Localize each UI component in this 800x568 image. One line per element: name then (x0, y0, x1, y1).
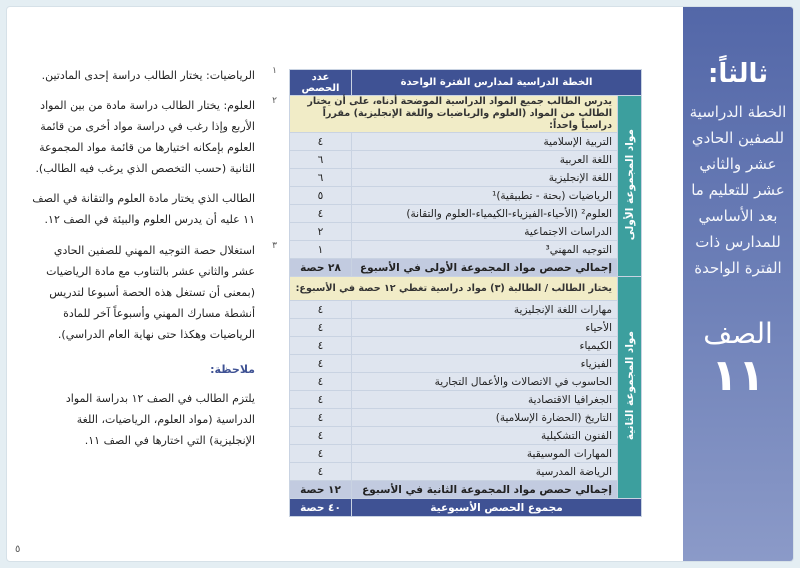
subject-name: الرياضيات (بحتة - تطبيقية)¹ (352, 187, 618, 205)
subject-name: العلوم² (الأحياء-الفيزياء-الكيمياء-العلوم والتقانة) (352, 205, 618, 223)
group-total-row (290, 259, 642, 277)
group-total-row (290, 481, 642, 499)
table-row (290, 355, 642, 373)
table-row (290, 463, 642, 481)
subject-hours: ٤ (290, 391, 352, 409)
footnote-2-text: العلوم: يختار الطالب دراسة مادة من بين المواد الأربع وإذا رغب في دراسة مواد أخرى من قائمة العلوم بإمكانه اختيارها من قائمة مواد المجموعة الثانية (حسب التخصص الذي يرغب فيه الطالب). (35, 99, 255, 175)
footnote-3-text: استغلال حصة التوجيه المهني للصفين الحادي عشر والثاني عشر بالتناوب مع مادة الرياضيات (بمعنى أن تستغل هذه الحصة أسبوعا لتدريس أنشطة مسارك المهني وأسبوعاً آخر للمادة الرياضيات وهكذا حتى نهاية العام الدراسي). (46, 244, 255, 341)
footnote-1-number: ١ (272, 66, 277, 76)
footnote-1-text: الرياضيات: يختار الطالب دراسة إحدى المادتين. (41, 69, 255, 82)
table-row (290, 319, 642, 337)
table-row (290, 223, 642, 241)
subject-name: الحاسوب في الاتصالات والأعمال التجارية (352, 373, 618, 391)
table-row (290, 187, 642, 205)
footnote-2 (29, 95, 279, 179)
group1-label: مواد المجموعة الأولى (623, 128, 636, 241)
subject-name: الدراسات الاجتماعية (352, 223, 618, 241)
group1-body (290, 96, 642, 277)
group2-label-cell (618, 277, 642, 499)
table-header-title: الخطة الدراسية لمدارس الفترة الواحدة (352, 70, 642, 96)
study-plan-table (289, 69, 642, 517)
table-row (290, 301, 642, 319)
subject-hours: ٢ (290, 223, 352, 241)
subject-name: مهارات اللغة الإنجليزية (352, 301, 618, 319)
subject-name: الفنون التشكيلية (352, 427, 618, 445)
table-row (290, 445, 642, 463)
group1-label-cell (618, 96, 642, 277)
section-side-panel (683, 7, 793, 561)
grand-total-label: مجموع الحصص الأسبوعية (352, 499, 642, 517)
grade-label: الصف (703, 317, 773, 350)
table-row (290, 169, 642, 187)
group2-body (290, 277, 642, 499)
table-row (290, 409, 642, 427)
footnote-1 (29, 65, 279, 86)
section-heading: ثالثاً: (707, 59, 769, 89)
group-total-hours: ١٢ حصة (290, 481, 352, 499)
subject-hours: ٤ (290, 427, 352, 445)
group-total-label: إجمالي حصص مواد المجموعة الثانية في الأسبوع (352, 481, 618, 499)
footnote-2-extra: الطالب الذي يختار مادة العلوم والتقانة في الصف ١١ عليه أن يدرس العلوم والبيئة في الصف ١٢. (32, 192, 255, 226)
subject-name: المهارات الموسيقية (352, 445, 618, 463)
subject-name: الأحياء (352, 319, 618, 337)
subject-name: الجغرافيا الاقتصادية (352, 391, 618, 409)
subject-name: التوجيه المهني³ (352, 241, 618, 259)
group1-intro: يدرس الطالب جميع المواد الدراسية الموضحة أدناه، على أن يختار الطالب من المواد (العلوم والرياضيات واللغة الإنجليزية) مقرراً دراسياً واحداً: (290, 96, 618, 133)
group2-intro: يختار الطالب / الطالبة (٣) مواد دراسية تغطي ١٢ حصة في الأسبوع: (290, 277, 618, 301)
table-row (290, 337, 642, 355)
footnote-2-number: ٢ (272, 96, 277, 106)
subject-hours: ٤ (290, 355, 352, 373)
subject-hours: ٦ (290, 169, 352, 187)
remark-text: يلتزم الطالب في الصف ١٢ بدراسة المواد الدراسية (مواد العلوم، الرياضيات، اللغة الإنجليزية) التي اختارها في الصف ١١. (65, 392, 255, 447)
table-row (290, 133, 642, 151)
section-subtitle: الخطة الدراسية للصفين الحادي عشر والثاني عشر للتعليم ما بعد الأساسي للمدارس ذات الفترة الواحدة (689, 103, 787, 277)
group-total-label: إجمالي حصص مواد المجموعة الأولى في الأسبوع (352, 259, 618, 277)
subject-name: الرياضة المدرسية (352, 463, 618, 481)
subject-hours: ٤ (290, 133, 352, 151)
table-row (290, 427, 642, 445)
group-total-hours: ٢٨ حصة (290, 259, 352, 277)
subject-hours: ٤ (290, 205, 352, 223)
grand-total-hours: ٤٠ حصة (290, 499, 352, 517)
subject-hours: ٤ (290, 409, 352, 427)
subject-hours: ٥ (290, 187, 352, 205)
footnote-3 (29, 240, 279, 345)
subject-hours: ٤ (290, 445, 352, 463)
page-number: ٥ (15, 544, 21, 555)
subject-name: الكيمياء (352, 337, 618, 355)
footnote-3-number: ٣ (272, 241, 277, 251)
subject-name: الفيزياء (352, 355, 618, 373)
table-row (290, 205, 642, 223)
subject-hours: ١ (290, 241, 352, 259)
footnotes (29, 65, 279, 461)
remark-title: ملاحظة: (210, 363, 255, 376)
subject-hours: ٦ (290, 151, 352, 169)
table-header-hours: عدد الحصص (290, 70, 352, 96)
table-row (290, 241, 642, 259)
table-row (290, 151, 642, 169)
subject-name: اللغة العربية (352, 151, 618, 169)
subject-name: التاريخ (الحضارة الإسلامية) (352, 409, 618, 427)
subject-hours: ٤ (290, 319, 352, 337)
subject-hours: ٤ (290, 373, 352, 391)
subject-name: التربية الإسلامية (352, 133, 618, 151)
subject-name: اللغة الإنجليزية (352, 169, 618, 187)
grade-number: ١١ (711, 350, 765, 401)
subject-hours: ٤ (290, 463, 352, 481)
page-frame (6, 6, 794, 562)
table-row (290, 373, 642, 391)
subject-hours: ٤ (290, 301, 352, 319)
table-row (290, 391, 642, 409)
group2-label: مواد المجموعة الثانية (623, 331, 636, 441)
subject-hours: ٤ (290, 337, 352, 355)
